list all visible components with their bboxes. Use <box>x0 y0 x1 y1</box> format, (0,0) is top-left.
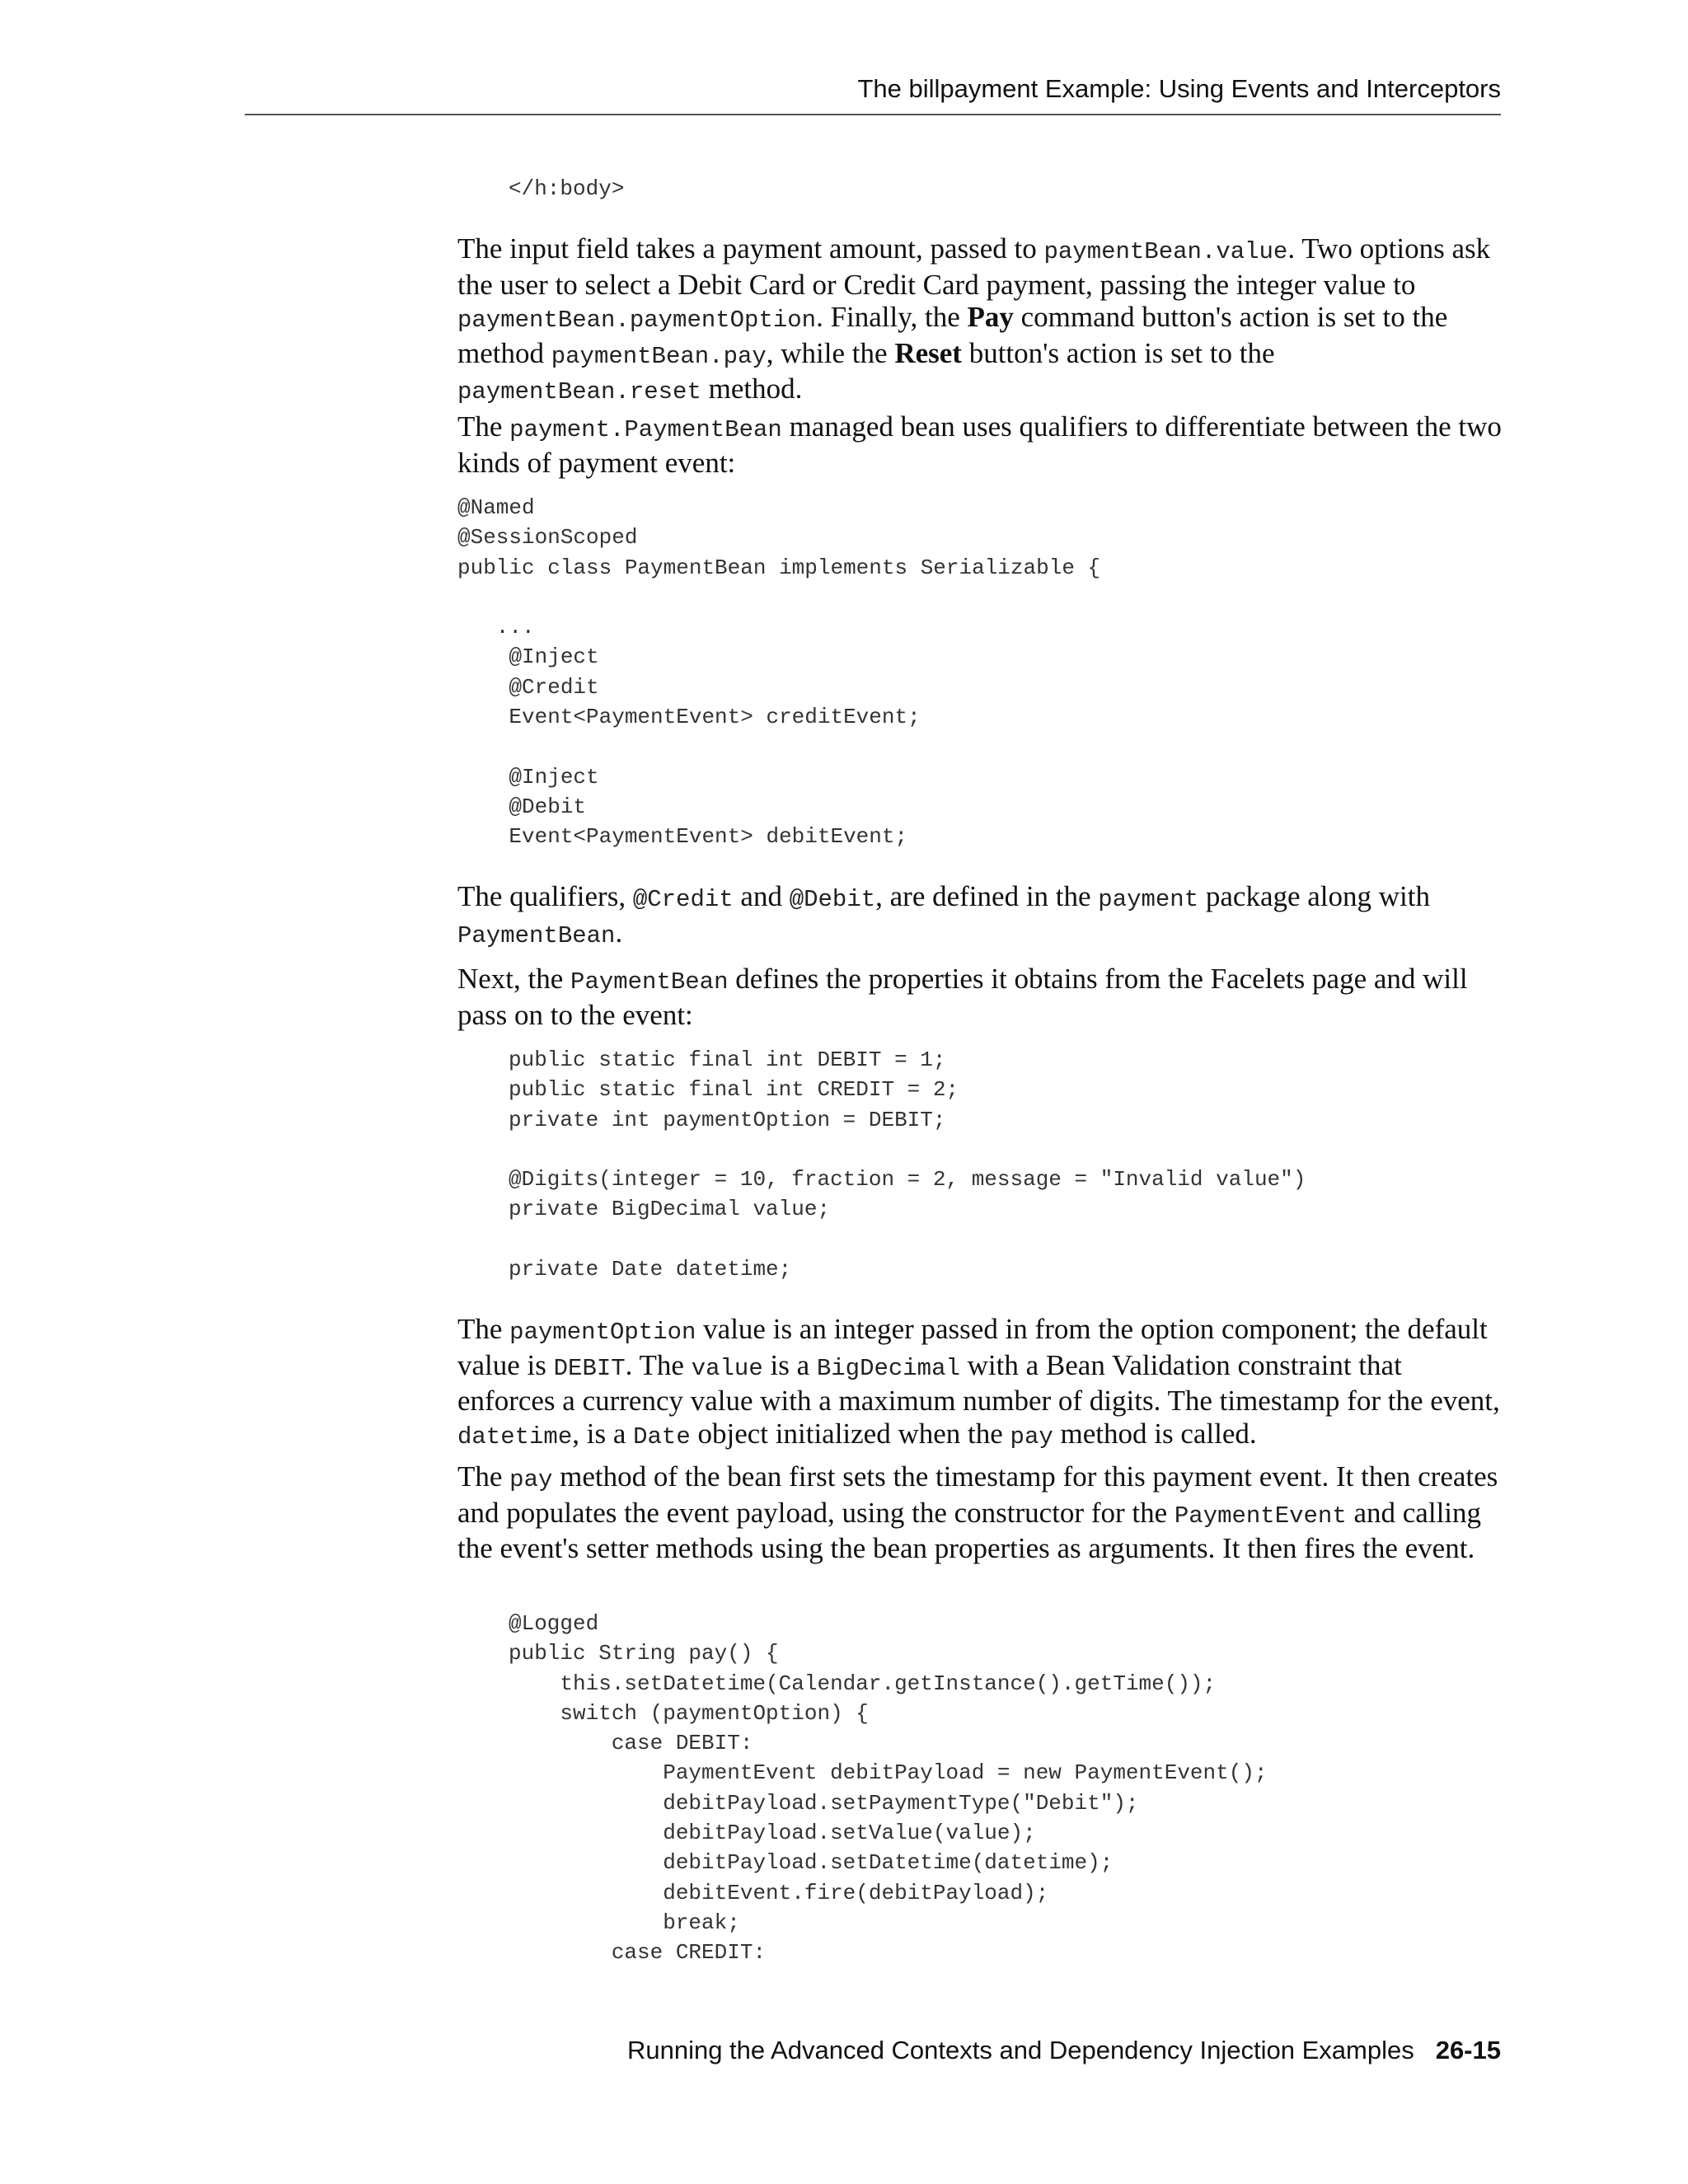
paragraph-pay-method: The pay method of the bean first sets the timestamp for this payment event. It then creates and populates the event payload, using the constructor for the PaymentEvent and calling the event's setter methods using the bean properties as arguments. It then fires the event. <box>457 1460 1498 1564</box>
code-block-payment-bean: @Named @SessionScoped public class PaymentBean implements Serializable { ... @Inject @Credit Event<PaymentEvent> creditEvent; @Inject @Debit Event<PaymentEvent> debitEvent; <box>457 495 1101 850</box>
code-snippet-closing-tag: </h:body> <box>509 176 625 201</box>
footer-chapter-title: Running the Advanced Contexts and Dependency Injection Examples <box>626 2036 1414 2064</box>
page-footer <box>627 2036 1501 2065</box>
paragraph-qualifiers-defined: The qualifiers, @Credit and @Debit, are defined in the payment package along with PaymentBean. <box>457 880 1430 949</box>
paragraph-qualifiers-intro: The payment.PaymentBean managed bean uses qualifiers to differentiate between the two kinds of payment event: <box>457 410 1502 479</box>
page-number: 26-15 <box>1435 2036 1501 2064</box>
code-block-properties: public static final int DEBIT = 1; public static final int CREDIT = 2; private int paymentOption = DEBIT; @Digits(integer = 10, fraction = 2, message = "Invalid value") private BigDecimal value; private Date datetime; <box>509 1047 1306 1282</box>
running-header: The billpayment Example: Using Events and Interceptors <box>857 74 1501 103</box>
paragraph-payment-option: The paymentOption value is an integer passed in from the option component; the default value is DEBIT. The value is a BigDecimal with a Bean Validation constraint that enforces a currency value with a maximum number of digits. The timestamp for the event, datetime, is a Date object initialized when the pay method is called. <box>457 1313 1500 1451</box>
paragraph-properties-intro: Next, the PaymentBean defines the properties it obtains from the Facelets page and will pass on to the event: <box>457 963 1468 1031</box>
header-rule <box>245 114 1501 115</box>
paragraph-input-field: The input field takes a payment amount, passed to paymentBean.value. Two options ask the user to select a Debit Card or Credit Card payment, passing the integer value to paymentBean.paymentOption. Finally, the Pay command button's action is set to the method paymentBean.pay, while the Reset button's action is set to the paymentBean.reset method. <box>457 232 1491 405</box>
code-block-pay-method: @Logged public String pay() { this.setDatetime(Calendar.getInstance().getTime()); switch (paymentOption) { case DEBIT: PaymentEvent debitPayload = new PaymentEvent(); debitPayload.setPaymentType("Debit"); debitPayload.setValue(value); debitPayload.setDatetime(datetime); debitEvent.fire(debitPayload); break; case CREDIT: <box>509 1611 1268 1966</box>
